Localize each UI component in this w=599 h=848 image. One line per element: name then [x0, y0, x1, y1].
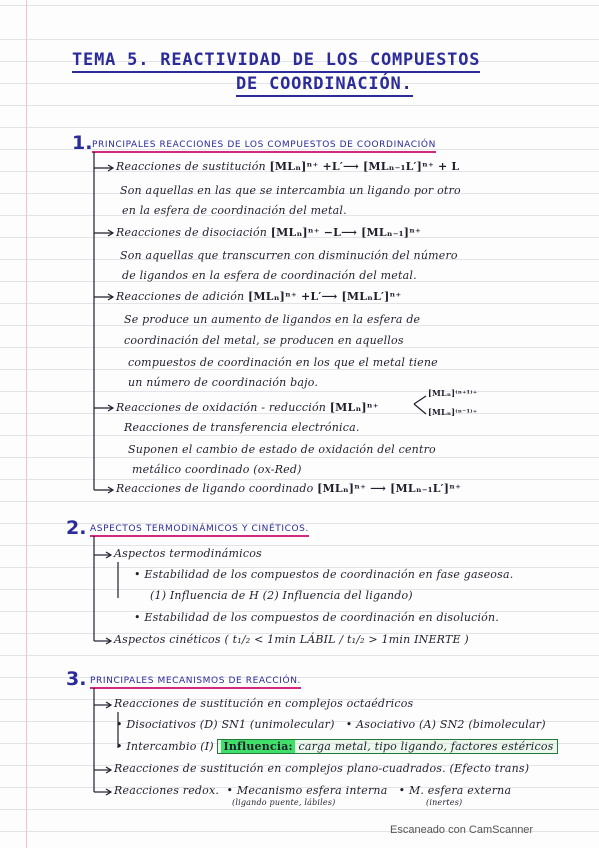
- section-2-number: 2.: [66, 517, 87, 539]
- sustitucion-desc-2: en la esfera de coordinación del metal.: [122, 204, 347, 217]
- page-title-line2: DE COORDINACIÓN.: [236, 74, 413, 94]
- redox-product-oxidation: [MLₙ]⁽ⁿ⁺¹⁾⁺: [428, 388, 478, 398]
- camscanner-watermark: Escaneado con CamScanner: [390, 824, 534, 836]
- octaedricos-item-intercambio: • Intercambio (I) Influencia: carga metal, tipo ligando, factores estéricos: [116, 740, 558, 753]
- ligando-coordinado-reaction: Reacciones de ligando coordinado [MLₙ]ⁿ⁺ ⟶ [MLₙ₋₁L′]ⁿ⁺: [116, 482, 462, 495]
- redox-desc-3: metálico coordinado (ox-Red): [132, 463, 302, 476]
- adicion-desc-2: coordinación del metal, se producen en aquellos: [124, 334, 404, 347]
- reacciones-redox-label: Reacciones redox. • Mecanismo esfera interna • M. esfera externa: [114, 784, 512, 797]
- disociacion-desc-1: Son aquellas que transcurren con disminución del número: [120, 249, 458, 262]
- section-3-number: 3.: [66, 668, 87, 690]
- aspectos-termodinamicos: Aspectos termodinámicos: [114, 547, 262, 560]
- influencia-box: Influencia: carga metal, tipo ligando, factores estéricos: [217, 739, 557, 754]
- disociacion-reaction: Reacciones de disociación [MLₙ]ⁿ⁺ −L⟶ [MLₙ₋₁]ⁿ⁺: [116, 226, 422, 239]
- sustitucion-reaction: Reacciones de sustitución [MLₙ]ⁿ⁺ +L′⟶ [MLₙ₋₁L′]ⁿ⁺ + L: [116, 160, 460, 173]
- redox-item2-sub: (inertes): [426, 798, 463, 807]
- section-3-heading: PRINCIPALES MECANISMOS DE REACCIÓN.: [90, 676, 301, 689]
- redox-desc-2: Suponen el cambio de estado de oxidación del centro: [128, 443, 436, 456]
- adicion-reaction: Reacciones de adición [MLₙ]ⁿ⁺ +L′⟶ [MLₙL′]ⁿ⁺: [116, 290, 402, 303]
- section-2-heading: ASPECTOS TERMODINÁMICOS Y CINÉTICOS.: [90, 524, 309, 537]
- disociacion-desc-2: de ligandos en la esfera de coordinación del metal.: [122, 269, 417, 282]
- redox-product-reduction: [MLₙ]⁽ⁿ⁻¹⁾⁺: [428, 407, 478, 417]
- termo-item-gaseosa: • Estabilidad de los compuestos de coordinación en fase gaseosa.: [134, 568, 514, 581]
- termo-item-disolucion: • Estabilidad de los compuestos de coordinación en disolución.: [134, 611, 499, 624]
- redox-reaction: Reacciones de oxidación - reducción [MLₙ]ⁿ⁺: [116, 401, 379, 414]
- octaedricos-label: Reacciones de sustitución en complejos octaédricos: [114, 697, 414, 710]
- redox-item1-sub: (ligando puente, lábiles): [232, 798, 336, 807]
- plano-cuadrados-label: Reacciones de sustitución en complejos plano-cuadrados. (Efecto trans): [114, 762, 530, 775]
- aspectos-cineticos: Aspectos cinéticos ( t₁/₂ < 1min LÁBIL / t₁/₂ > 1min INERTE ): [114, 633, 469, 646]
- sustitucion-desc-1: Son aquellas en las que se intercambia un ligando por otro: [120, 184, 461, 197]
- adicion-desc-1: Se produce un aumento de ligandos en la esfera de: [124, 313, 421, 326]
- adicion-desc-3: compuestos de coordinación en los que el metal tiene: [128, 356, 438, 369]
- section-1-number: 1.: [72, 132, 93, 154]
- termo-subitems: (1) Influencia de H (2) Influencia del ligando): [150, 589, 413, 602]
- adicion-desc-4: un número de coordinación bajo.: [128, 376, 319, 389]
- octaedricos-item-disociativo: • Disociativos (D) SN1 (unimolecular) • Asociativo (A) SN2 (bimolecular): [116, 718, 546, 731]
- redox-desc-1: Reacciones de transferencia electrónica.: [124, 421, 360, 434]
- section-1-heading: PRINCIPALES REACCIONES DE LOS COMPUESTOS DE COORDINACIÓN: [92, 140, 436, 153]
- page-title-line1: TEMA 5. REACTIVIDAD DE LOS COMPUESTOS: [72, 50, 480, 70]
